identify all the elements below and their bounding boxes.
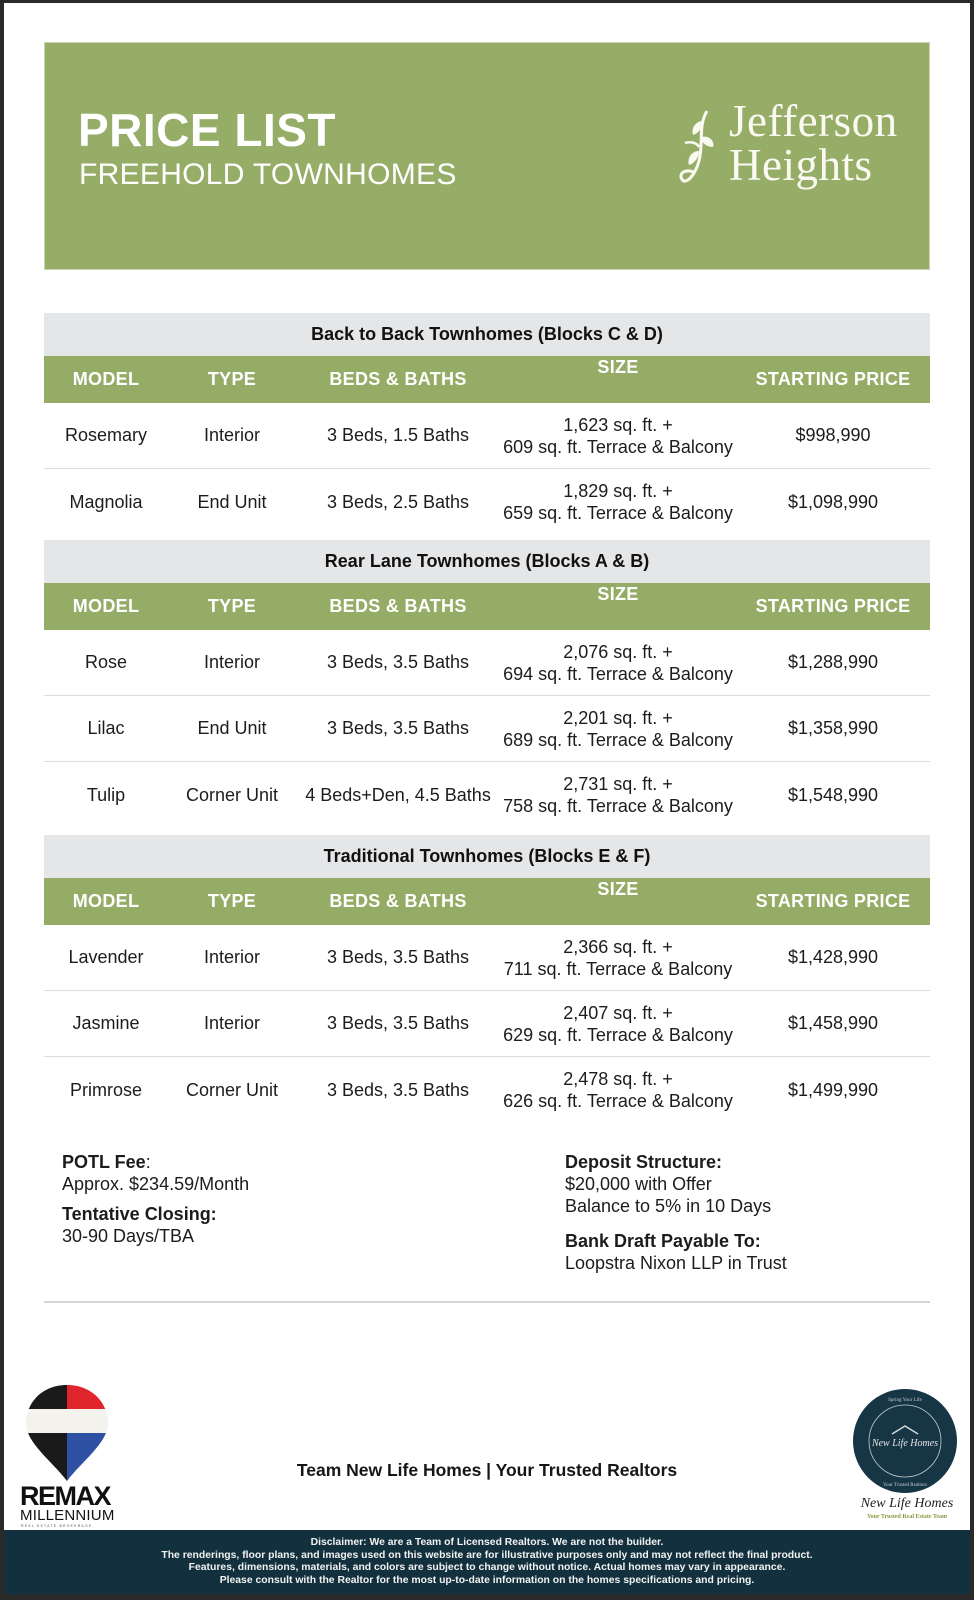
size-terrace: 629 sq. ft. Terrace & Balcony (503, 1024, 733, 1045)
price-cell: $998,990 (795, 425, 871, 445)
beds-baths-cell: 3 Beds, 3.5 Baths (326, 652, 470, 672)
type-cell: Interior (203, 947, 261, 967)
model-cell: Rosemary (64, 425, 148, 445)
price-list-page (4, 3, 970, 1594)
section-divider (44, 1301, 930, 1303)
model-cell: Tulip (86, 784, 126, 805)
size-cell (500, 696, 736, 761)
svg-text:New Life Homes: New Life Homes (871, 1438, 939, 1449)
section-traditional (44, 835, 930, 1123)
col-size: SIZE (597, 584, 639, 604)
col-beds-baths: BEDS & BATHS (329, 596, 467, 616)
size-main: 1,829 sq. ft. + (563, 481, 673, 501)
col-model: MODEL (72, 596, 140, 616)
col-size: SIZE (597, 879, 639, 899)
header-banner (44, 42, 930, 270)
table-row (44, 403, 930, 469)
table-row (44, 925, 930, 991)
potl-fee-block (62, 1151, 249, 1195)
model-cell: Jasmine (72, 1013, 140, 1033)
column-header-row (44, 878, 930, 925)
brand-line-2: Heights (729, 140, 873, 190)
closing-block (62, 1203, 217, 1247)
price-cell: $1,358,990 (787, 718, 879, 738)
table-row (44, 630, 930, 696)
col-type: TYPE (207, 596, 257, 616)
table-row (44, 696, 930, 762)
beds-baths-cell: 3 Beds, 3.5 Baths (326, 1013, 470, 1033)
deposit-label: Deposit Structure: (565, 1152, 723, 1172)
size-terrace: 626 sq. ft. Terrace & Balcony (503, 1091, 733, 1111)
col-price: STARTING PRICE (755, 369, 911, 389)
price-cell: $1,098,990 (787, 491, 879, 512)
beds-baths-cell: 3 Beds, 2.5 Baths (326, 491, 470, 512)
new-life-homes-logo (844, 1388, 964, 1528)
table-row (44, 469, 930, 535)
type-cell: Corner Unit (185, 784, 279, 805)
model-cell: Lilac (87, 718, 125, 738)
nlh-name: New Life Homes (860, 1496, 954, 1511)
size-terrace: 689 sq. ft. Terrace & Balcony (503, 729, 733, 750)
section-title: Traditional Townhomes (Blocks E & F) (44, 835, 930, 878)
price-cell: $1,288,990 (787, 652, 879, 672)
disclaimer-line: Please consult with the Realtor for the most up-to-date information on the homes specifications and pricing. (219, 1574, 755, 1586)
col-price: STARTING PRICE (755, 891, 911, 911)
size-main: 2,076 sq. ft. + (563, 641, 673, 662)
col-price: STARTING PRICE (755, 596, 911, 616)
remax-millennium-logo (18, 1383, 128, 1528)
size-terrace: 659 sq. ft. Terrace & Balcony (503, 503, 733, 523)
page-title: PRICE LIST (78, 104, 337, 156)
table-row (44, 1057, 930, 1123)
price-cell: $1,428,990 (787, 947, 879, 967)
deposit-line-1: $20,000 with Offer (565, 1174, 712, 1194)
brand-name (729, 96, 898, 190)
remax-wordmark: REMAX (20, 1481, 111, 1511)
disclaimer-line: Disclaimer: We are a Team of Licensed Realtors. We are not the builder. (310, 1537, 664, 1548)
col-type: TYPE (207, 369, 257, 389)
size-cell (500, 1057, 736, 1123)
price-cell: $1,458,990 (787, 1013, 879, 1033)
price-cell: $1,499,990 (787, 1079, 879, 1100)
beds-baths-cell: 4 Beds+Den, 4.5 Baths (305, 784, 491, 805)
size-cell (500, 991, 736, 1056)
beds-baths-cell: 3 Beds, 1.5 Baths (326, 425, 470, 445)
seal-top-text: Spring Your Life (888, 1398, 922, 1403)
size-main: 1,623 sq. ft. + (563, 414, 673, 435)
section-title: Back to Back Townhomes (Blocks C & D) (44, 313, 930, 356)
nlh-tag: Your Trusted Real Estate Team (866, 1514, 947, 1520)
size-terrace: 694 sq. ft. Terrace & Balcony (503, 663, 733, 684)
type-cell: Interior (203, 652, 261, 672)
section-title: Rear Lane Townhomes (Blocks A & B) (44, 540, 930, 583)
model-cell: Rose (84, 652, 128, 672)
size-main: 2,407 sq. ft. + (563, 1002, 673, 1023)
size-cell (500, 762, 736, 828)
size-terrace: 609 sq. ft. Terrace & Balcony (503, 436, 733, 457)
col-size: SIZE (597, 357, 639, 377)
size-main: 2,478 sq. ft. + (563, 1069, 673, 1089)
size-terrace: 711 sq. ft. Terrace & Balcony (503, 958, 733, 979)
disclaimer-line: The renderings, floor plans, and images used on this website are for illustrative purposes only and may not reflect the final product. (161, 1549, 813, 1561)
deposit-block (565, 1151, 771, 1217)
brand-line-1: Jefferson (729, 96, 898, 146)
price-cell: $1,548,990 (787, 784, 879, 805)
col-beds-baths: BEDS & BATHS (329, 891, 467, 911)
col-type: TYPE (207, 891, 257, 911)
type-cell: End Unit (197, 718, 267, 738)
column-header-row (44, 583, 930, 630)
potl-label: POTL Fee (62, 1152, 146, 1172)
seal-bottom-text: Your Trusted Realtors (883, 1483, 927, 1488)
remax-office: MILLENNIUM (20, 1507, 115, 1524)
beds-baths-cell: 3 Beds, 3.5 Baths (326, 947, 470, 967)
remax-sub: REAL ESTATE BROKERAGE (21, 1524, 93, 1528)
column-header-row (44, 356, 930, 403)
size-cell (500, 469, 736, 535)
closing-value: 30-90 Days/TBA (62, 1226, 195, 1246)
jefferson-heights-logo (677, 96, 917, 199)
size-main: 2,366 sq. ft. + (563, 936, 673, 957)
leaf-monogram-icon (677, 107, 721, 193)
closing-label: Tentative Closing: (62, 1204, 217, 1224)
size-cell (500, 403, 736, 468)
col-model: MODEL (72, 891, 140, 911)
section-back-to-back (44, 313, 930, 535)
model-cell: Lavender (68, 947, 144, 967)
size-main: 2,731 sq. ft. + (563, 774, 673, 794)
col-beds-baths: BEDS & BATHS (329, 369, 467, 389)
table-row (44, 762, 930, 828)
page-subtitle: FREEHOLD TOWNHOMES (79, 158, 457, 191)
bank-value: Loopstra Nixon LLP in Trust (565, 1253, 787, 1273)
type-cell: Interior (203, 1013, 261, 1033)
table-row (44, 991, 930, 1057)
type-cell: Interior (203, 425, 261, 445)
model-cell: Primrose (69, 1079, 142, 1100)
size-cell (500, 925, 736, 990)
type-cell: Corner Unit (185, 1079, 279, 1100)
potl-colon: : (145, 1152, 151, 1172)
section-rear-lane (44, 540, 930, 828)
new-life-homes-seal-icon (852, 1388, 958, 1494)
disclaimer-footer (4, 1530, 970, 1594)
deposit-line-2: Balance to 5% in 10 Days (565, 1196, 772, 1216)
col-model: MODEL (72, 369, 140, 389)
potl-value: Approx. $234.59/Month (62, 1174, 250, 1194)
beds-baths-cell: 3 Beds, 3.5 Baths (326, 718, 470, 738)
bank-draft-block (565, 1230, 787, 1274)
disclaimer-line: Features, dimensions, materials, and colors are subject to change without notice. Actual homes may vary in appearance. (188, 1562, 786, 1574)
model-cell: Magnolia (69, 491, 143, 512)
beds-baths-cell: 3 Beds, 3.5 Baths (326, 1079, 470, 1100)
type-cell: End Unit (197, 491, 267, 512)
size-cell (500, 630, 736, 695)
size-main: 2,201 sq. ft. + (563, 707, 673, 728)
team-tagline: Team New Life Homes | Your Trusted Realtors (296, 1460, 678, 1480)
size-terrace: 758 sq. ft. Terrace & Balcony (503, 796, 733, 816)
bank-label: Bank Draft Payable To: (565, 1231, 761, 1251)
